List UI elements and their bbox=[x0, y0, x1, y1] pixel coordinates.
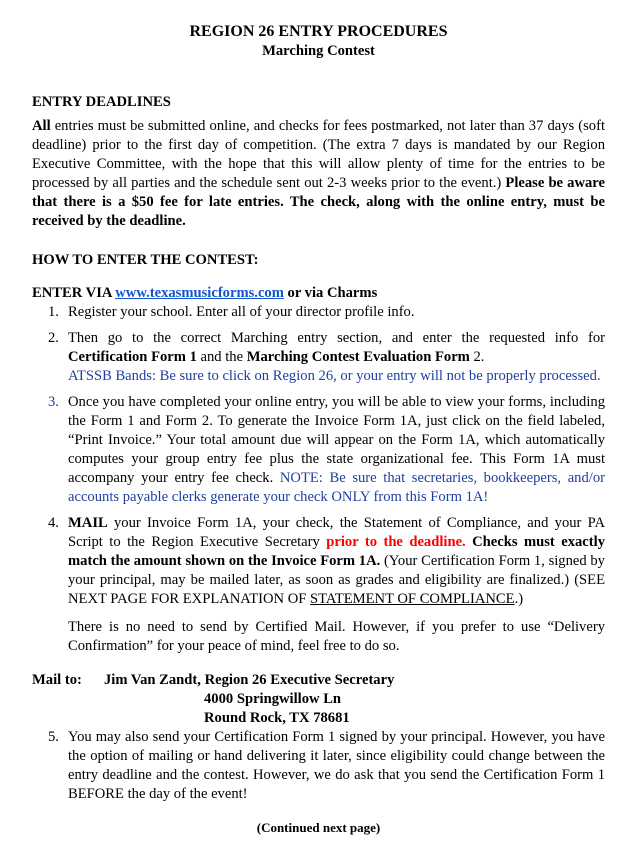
step-1 bbox=[32, 303, 605, 322]
mail-row bbox=[32, 671, 605, 690]
deadlines-all: All bbox=[32, 118, 51, 134]
step-number: 1. bbox=[48, 304, 59, 320]
step-4-text: your Invoice Form 1A, your check, the Statement of Compliance, and your PA Script to the Region Executive Secretary bbox=[68, 515, 605, 550]
statement-of-compliance: STATEMENT OF COMPLIANCE bbox=[310, 591, 515, 607]
late-fee-warning: Please be aware that there is a $50 fee for late entries. The check, along with the online entry, must be received by the deadline. bbox=[32, 175, 606, 229]
certified-mail-paragraph: There is no need to send by Certified Mail. However, if you prefer to use “Delivery Confirmation” for your peace of mind, feel free to do so. bbox=[68, 619, 605, 654]
steps-list bbox=[32, 303, 605, 609]
certification-form-1: Certification Form 1 bbox=[68, 349, 197, 365]
check-match-warning: Checks must exactly match the amount shown on the Invoice Form 1A. bbox=[68, 534, 605, 569]
step-3-text: Once you have completed your online entry, you will be able to view your forms, including the Form 1 and Form 2. To generate the Invoice Form 1A, just click on the field labeled, “Print Invoice.” Your total amount due will appear on the Form 1A, which automatically computes your group entry fee plus the state organizational fee. This Form 1A must accompany your entry fee check. bbox=[68, 394, 605, 486]
step-5 bbox=[32, 728, 605, 804]
step-1-text: Register your school. Enter all of your director profile info. bbox=[68, 304, 415, 320]
step-3 bbox=[32, 393, 605, 507]
section-heading-howto: HOW TO ENTER THE CONTEST: bbox=[32, 252, 259, 268]
deadline-warning: prior to the deadline. bbox=[326, 534, 466, 550]
step-2-text: Then go to the correct Marching entry section, and enter the requested info for bbox=[68, 330, 605, 346]
continued-footer: (Continued next page) bbox=[256, 820, 381, 835]
step-4 bbox=[32, 514, 605, 609]
evaluation-form: Marching Contest Evaluation Form bbox=[246, 349, 470, 365]
mail-street: 4000 Springwillow Ln bbox=[204, 691, 342, 707]
mail-keyword: MAIL bbox=[68, 515, 108, 531]
step-2-text-2: and the bbox=[196, 349, 247, 365]
step-number: 5. bbox=[48, 729, 59, 745]
enter-suffix: or via Charms bbox=[283, 285, 378, 301]
secretaries-note: NOTE: Be sure that secretaries, bookkeepers, and/or accounts payable clerks generate your check ONLY from this Form 1A! bbox=[68, 470, 605, 505]
deadlines-text: entries must be submitted online, and checks for fees postmarked, not later than 37 days (soft deadline) prior to the first day of competition. (The extra 7 days is mandated by our Region Executive Committee, with the hope that this will allow plenty of time for the entries to be processed by all parties and the schedule sent out 2-3 weeks prior to the event.) bbox=[32, 118, 605, 191]
enter-prefix: ENTER VIA bbox=[32, 285, 116, 301]
enter-via-line bbox=[32, 284, 605, 303]
page-subtitle: Marching Contest bbox=[262, 43, 375, 59]
section-heading-deadlines: ENTRY DEADLINES bbox=[32, 94, 171, 110]
step-number: 4. bbox=[48, 515, 59, 531]
mail-recipient: Jim Van Zandt, Region 26 Executive Secretary bbox=[104, 672, 395, 688]
document-page bbox=[32, 22, 605, 850]
deadlines-paragraph bbox=[32, 117, 605, 231]
mail-city: Round Rock, TX 78681 bbox=[204, 710, 350, 726]
step-number: 3. bbox=[48, 394, 59, 410]
steps-list-continued bbox=[32, 728, 605, 804]
atssb-note: ATSSB Bands: Be sure to click on Region 26, or your entry will not be properly processed. bbox=[68, 368, 601, 384]
step-number: 2. bbox=[48, 330, 59, 346]
texasmusicforms-link[interactable]: www.texasmusicforms.com bbox=[115, 285, 284, 301]
mail-label: Mail to: bbox=[32, 672, 82, 688]
step-2-text-3: 2. bbox=[469, 349, 485, 365]
step-2 bbox=[32, 329, 605, 386]
page-title: REGION 26 ENTRY PROCEDURES bbox=[189, 23, 448, 40]
step-5-text: You may also send your Certification Form 1 signed by your principal. However, you have the option of mailing or hand delivering it later, since eligibility could change between the entry deadline and the contest. However, we do ask that you send the Certification Form 1 BEFORE the day of the event! bbox=[68, 729, 605, 802]
step-4-text-2: (Your Certification Form 1, signed by your principal, may be mailed later, as soon as grades and eligibility are finalized.) (SEE NEXT PAGE FOR EXPLANATION OF bbox=[68, 553, 605, 607]
mail-address-block bbox=[32, 671, 605, 728]
step-4-text-3: .) bbox=[514, 591, 524, 607]
